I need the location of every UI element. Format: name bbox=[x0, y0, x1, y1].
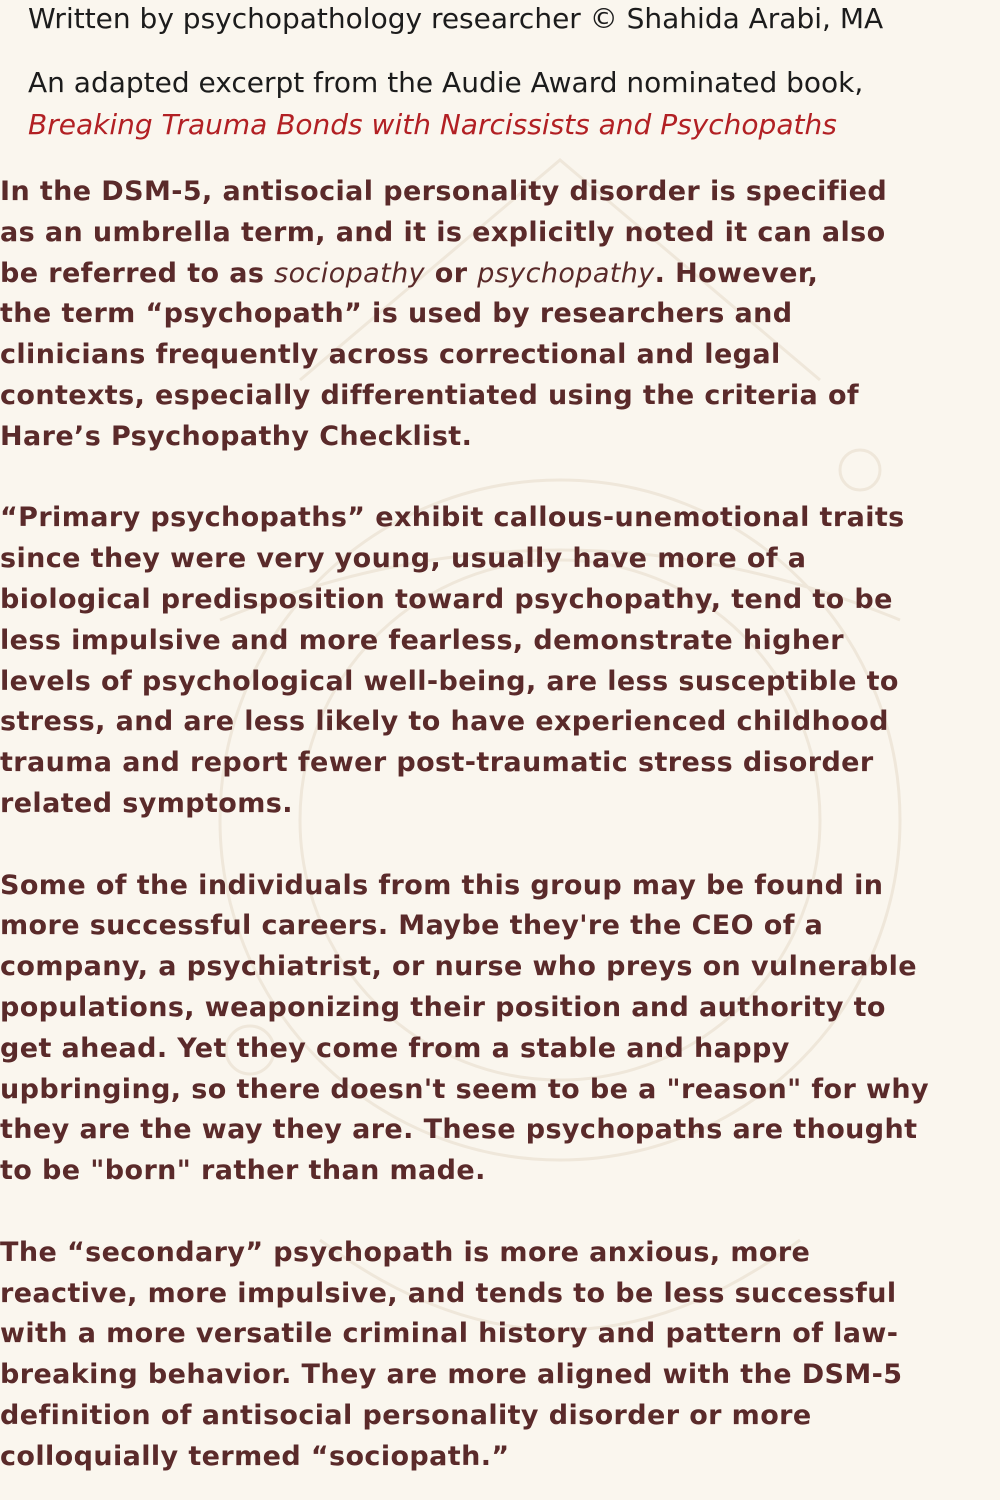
text-segment: . However, bbox=[654, 257, 819, 289]
text-line: biological predisposition toward psychopathy, tend to be bbox=[0, 583, 893, 615]
text-line: clinicians frequently across correctional and legal bbox=[0, 339, 781, 371]
text-line: as an umbrella term, and it is explicitly noted it can also bbox=[0, 216, 886, 248]
book-title: Breaking Trauma Bonds with Narcissists and Psychopaths bbox=[28, 108, 837, 141]
paragraph-primary-psychopaths bbox=[0, 498, 1000, 824]
text-line: to be "born" rather than made. bbox=[0, 1155, 486, 1187]
text-line: with a more versatile criminal history and pattern of law- bbox=[0, 1318, 899, 1350]
text-line: The “secondary” psychopath is more anxious, more bbox=[0, 1236, 811, 1268]
text-line: definition of antisocial personality disorder or more bbox=[0, 1399, 812, 1431]
text-line: company, a psychiatrist, or nurse who preys on vulnerable bbox=[0, 951, 918, 983]
text-line: since they were very young, usually have more of a bbox=[0, 543, 807, 575]
text-line: they are the way they are. These psychopaths are thought bbox=[0, 1114, 918, 1146]
paragraph-successful-careers bbox=[0, 866, 1000, 1192]
header bbox=[28, 0, 978, 38]
text-line: In the DSM-5, antisocial personality disorder is specified bbox=[0, 176, 888, 207]
text-line: reactive, more impulsive, and tends to be less successful bbox=[0, 1277, 897, 1309]
paragraph-secondary-psychopath bbox=[0, 1233, 1000, 1478]
text-line: get ahead. Yet they come from a stable and happy bbox=[0, 1032, 790, 1064]
text-line: trauma and report fewer post-traumatic stress disorder bbox=[0, 747, 874, 779]
text-line: levels of psychological well-being, are less susceptible to bbox=[0, 665, 899, 697]
byline: Written by psychopathology researcher © Shahida Arabi, MA bbox=[28, 2, 884, 35]
excerpt-note bbox=[28, 62, 978, 146]
article-body bbox=[0, 172, 1000, 1500]
text-line: less impulsive and more fearless, demonstrate higher bbox=[0, 624, 844, 656]
text-line: “Primary psychopaths” exhibit callous-unemotional traits bbox=[0, 502, 905, 534]
text-line bbox=[0, 254, 1000, 295]
emphasis-sociopathy: sociopathy bbox=[274, 257, 425, 289]
text-line: more successful careers. Maybe they're the CEO of a bbox=[0, 910, 824, 942]
text-segment: or bbox=[424, 257, 478, 289]
text-line: Hare’s Psychopathy Checklist. bbox=[0, 420, 473, 452]
text-line: the term “psychopath” is used by researchers and bbox=[0, 298, 793, 330]
paragraph-dsm5 bbox=[0, 172, 1000, 458]
text-line: stress, and are less likely to have experienced childhood bbox=[0, 706, 889, 738]
text-line: upbringing, so there doesn't seem to be a "reason" for why bbox=[0, 1073, 929, 1105]
text-segment: be referred to as bbox=[0, 257, 275, 289]
text-line: contexts, especially differentiated using the criteria of bbox=[0, 379, 860, 411]
text-line: Some of the individuals from this group may be found in bbox=[0, 869, 884, 901]
text-line: colloquially termed “sociopath.” bbox=[0, 1440, 510, 1472]
excerpt-intro: An adapted excerpt from the Audie Award nominated book, bbox=[28, 66, 864, 99]
text-line: populations, weaponizing their position and authority to bbox=[0, 991, 886, 1023]
text-line: breaking behavior. They are more aligned with the DSM-5 bbox=[0, 1359, 903, 1391]
emphasis-psychopathy: psychopathy bbox=[477, 257, 655, 289]
text-line: related symptoms. bbox=[0, 787, 293, 819]
